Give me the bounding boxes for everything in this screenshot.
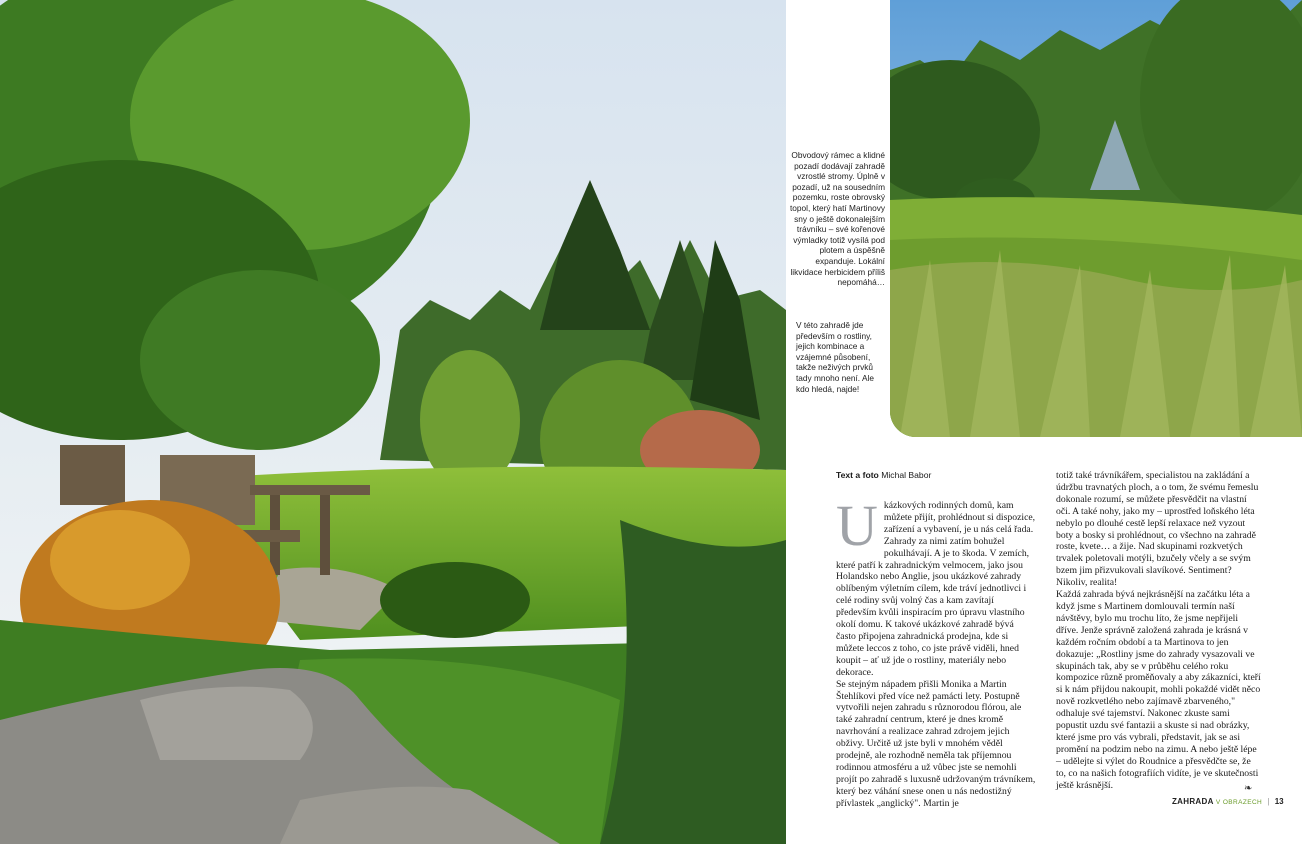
credit-label: Text a foto [836,470,879,480]
drop-cap: U [836,493,878,558]
article-credit [836,470,931,480]
article-paragraph: totiž také trávníkářem, specialistou na zakládání a údržbu travnatých ploch, a o tom, že svému řemeslu dokonale rozumí, se můžete přesvědčit na vlastní oči. A také nohy, jako my – uprostřed loňského léta nebylo po dlouhé cestě lepší relaxace než vyzout boty a bosky si prohlédnout, co všechno na zahradě roste, kvete… a žije. Nad skupinami rozkvetých trvalek poletovali motýli, bzučely včely a se svým bzem jim přizvukovali slavíkové. Sentiment? Nikoliv, realita! [1056,470,1259,589]
credit-author: Michal Babor [881,470,932,480]
end-ornament-icon: ❧ [1244,783,1253,794]
page-footer [1172,797,1284,806]
article-paragraph: Každá zahrada bývá nejkrásnější na začátku léta a když jsme s Martinem domlouvali termín naší návštěvy, bylo mu trochu líto, že jsme nepřijeli dříve. Jenže správně založená zahrada je krásná v každém ročním období a ta Martinova to jen dokazuje: „Rostliny jsme do zahrady vysazovali ve skupinách tak, aby se v průběhu celého roku kompozice různě proměňovaly a aby zákazníci, kteří si k nám přijdou nakoupit, mohli pokaždé vidět něco nově rozkvetlého nebo zajímavě zbarveného," odhaluje své tajemství. Nakonec zkuste sami popustit uzdu své fantazii a skuste si nad obrázky, které jsme pro vás vybrali, představit, jak se asi promění na podzim nebo na zimu. A nebo ještě lépe – udělejte si výlet do Roudnice a přesvědčte se, že to, co na našich fotografiích vidíte, je ve skutečnosti ještě krásnější. [1056,589,1261,791]
magazine-subtitle: V OBRAZECH [1215,799,1263,806]
footer-separator: | [1267,797,1270,806]
article-column-1 [836,493,1036,810]
magazine-name: ZAHRADA [1172,797,1214,806]
photo-caption-bottom: V této zahradě jde především o rostliny, jejich kombinace a vzájemné působení, takže neživých prvků tady mnoho není. Ale kdo hledá, najde! [796,320,874,394]
article-paragraph: kázkových rodinných domů, kam můžete přijít, prohlédnout si dispozice, zařízení a vybavení, je u nás celá řada. Zahrady za nimi zatím bohužel pokulhávají. A je to škoda. V zemích, které patří k zahradnickým velmocem, jako jsou Holandsko nebo Anglie, jsou ukázkové zahrady oblíbeným výletním cílem, kde tráví jednotlivci i celé rodiny svůj volný čas a kam zavítají především kvůli inspiracím pro úpravu vlastního okolí domu. K takové ukázkové zahradě bývá často připojena zahradnická prodejna, kde si můžete leccos z toho, co jste právě viděli, hned koupit – ať už jde o rostliny, materiály nebo dekorace. [836,500,1036,678]
garden-grasses-photo [890,0,1302,437]
article-column-2 [1056,470,1262,791]
page-number: 13 [1274,797,1284,806]
photo-caption-top: Obvodový rámec a klidné pozadí dodávají zahradě vzrostlé stromy. Úplně v pozadí, už na sousedním pozemku, roste obrovský topol, který hatí Martinovy sny o ještě dokonalejším trávníku – své kořenové výmladky totiž vysílá pod plotem a úspěšně expanduje. Lokální likvidace herbicidem příliš nepomáhá… [790,150,885,288]
article-paragraph: Se stejným nápadem přišli Monika a Martin Štehlíkovi před více než pamácti lety. Postupně vytvořili nejen zahradu s různorodou flórou, ale také zahradní centrum, které je dnes kromě navrhování a realizace zahrad zdrojem jejich obživy. Určitě už jste byli v mnohém věděl prodejně, ale rozhodně neměla tak příjemnou rodinnou atmosféru a už vůbec jste se nemohli projít po zahradě s luxusně udržovaným trávníkem, který bez váhání snese onen u nás nedostižný přívlastek „anglický". Martin je [836,678,1036,809]
